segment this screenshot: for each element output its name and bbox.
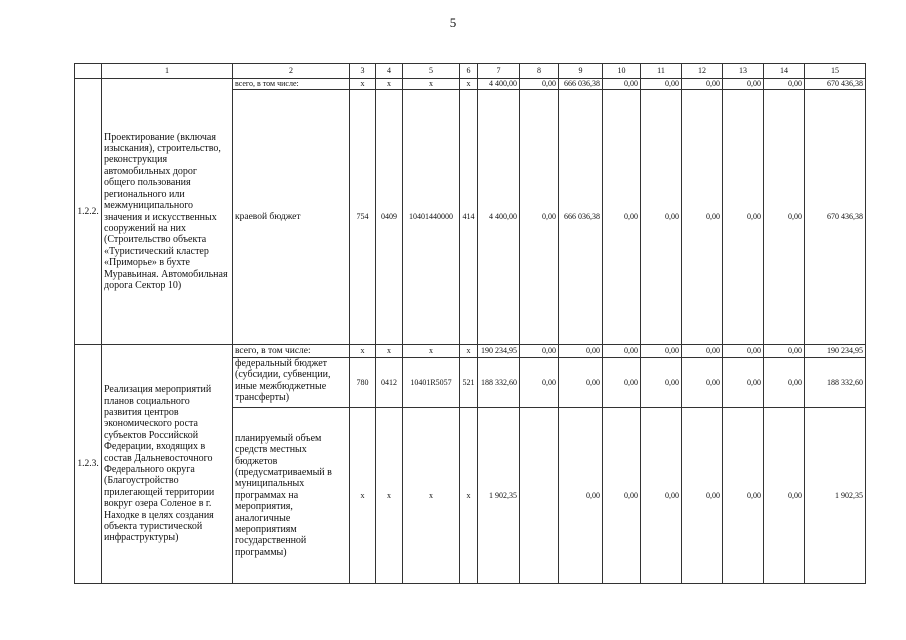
header-cell: 14 [764, 64, 805, 79]
cell: 0,00 [682, 79, 723, 90]
activity-name: Проектирование (включая изыскания), строительство, реконструкция автомобильных дорог общего пользования регионального или межмуниципального значения и искусственных сооружений на них (Строительство объекта «Туристический кластер «Приморье» в бухте Муравьиная. Автомобильная дорога Сектор 10) [102, 79, 233, 345]
cell: 0,00 [764, 358, 805, 408]
cell: x [376, 408, 403, 584]
header-cell: 2 [233, 64, 350, 79]
row-number: 1.2.2. [75, 79, 102, 345]
cell: 0,00 [641, 408, 682, 584]
cell: 0,00 [723, 90, 764, 345]
cell: 0,00 [603, 90, 641, 345]
header-cell: 9 [559, 64, 603, 79]
cell: x [460, 79, 478, 90]
cell: x [350, 79, 376, 90]
cell: 0,00 [520, 358, 559, 408]
cell: 0,00 [764, 90, 805, 345]
header-cell: 7 [478, 64, 520, 79]
cell: 0,00 [764, 408, 805, 584]
cell: 0412 [376, 358, 403, 408]
cell [520, 408, 559, 584]
cell: x [403, 79, 460, 90]
budget-table [74, 63, 866, 584]
header-cell: 12 [682, 64, 723, 79]
cell: 1 902,35 [805, 408, 866, 584]
cell: 0,00 [603, 345, 641, 358]
header-cell: 6 [460, 64, 478, 79]
funding-source-label: краевой бюджет [233, 90, 350, 345]
activity-name: Реализация мероприятий планов социального развития центров экономического роста субъектов Российской Федерации, входящих в состав Дальневосточного Федерального округа (Благоустройство прилегающей территории вокруг озера Соленое в г. Находке в целях создания объекта туристической инфраструктуры) [102, 345, 233, 584]
cell: 0,00 [603, 79, 641, 90]
cell: 0,00 [641, 90, 682, 345]
funding-source-label: всего, в том числе: [233, 345, 350, 358]
cell: x [403, 345, 460, 358]
cell: 190 234,95 [805, 345, 866, 358]
cell: 10401R5057 [403, 358, 460, 408]
header-cell: 3 [350, 64, 376, 79]
cell: x [376, 79, 403, 90]
cell: 0,00 [682, 358, 723, 408]
header-cell: 5 [403, 64, 460, 79]
cell: 0,00 [603, 358, 641, 408]
row-number: 1.2.3. [75, 345, 102, 584]
cell: 0,00 [559, 358, 603, 408]
cell: 780 [350, 358, 376, 408]
cell: 0,00 [723, 345, 764, 358]
header-cell: 4 [376, 64, 403, 79]
cell: x [350, 408, 376, 584]
cell: 0,00 [603, 408, 641, 584]
cell: 0,00 [559, 345, 603, 358]
cell: 4 400,00 [478, 90, 520, 345]
cell: x [350, 345, 376, 358]
cell: 0,00 [559, 408, 603, 584]
cell: x [376, 345, 403, 358]
cell: 0,00 [723, 79, 764, 90]
cell: 414 [460, 90, 478, 345]
cell: 188 332,60 [805, 358, 866, 408]
cell: x [403, 408, 460, 584]
header-cell-empty [75, 64, 102, 79]
page-number: 5 [449, 15, 457, 30]
cell: 670 436,38 [805, 79, 866, 90]
cell: 0,00 [520, 79, 559, 90]
cell: 188 332,60 [478, 358, 520, 408]
cell: 0,00 [723, 408, 764, 584]
cell: x [460, 408, 478, 584]
funding-source-label: планируемый объем средств местных бюджетов (предусматриваемый в муниципальных программах на мероприятия, аналогичные мероприятиям государственной программы) [233, 408, 350, 584]
cell: 0,00 [520, 90, 559, 345]
table-row [75, 345, 866, 358]
cell: 10401440000 [403, 90, 460, 345]
table-row [75, 79, 866, 90]
header-cell: 13 [723, 64, 764, 79]
cell: 754 [350, 90, 376, 345]
header-cell: 1 [102, 64, 233, 79]
cell: 0,00 [723, 358, 764, 408]
funding-source-label: всего, в том числе: [233, 79, 350, 90]
cell: 1 902,35 [478, 408, 520, 584]
cell: 0,00 [764, 345, 805, 358]
cell: 4 400,00 [478, 79, 520, 90]
header-cell: 11 [641, 64, 682, 79]
cell: 670 436,38 [805, 90, 866, 345]
cell: 190 234,95 [478, 345, 520, 358]
header-cell: 8 [520, 64, 559, 79]
cell: 0,00 [520, 345, 559, 358]
header-cell: 15 [805, 64, 866, 79]
cell: 0,00 [641, 345, 682, 358]
cell: x [460, 345, 478, 358]
cell: 666 036,38 [559, 90, 603, 345]
cell: 521 [460, 358, 478, 408]
cell: 0,00 [641, 358, 682, 408]
cell: 0409 [376, 90, 403, 345]
cell: 0,00 [682, 90, 723, 345]
header-row [75, 64, 866, 79]
cell: 0,00 [641, 79, 682, 90]
cell: 0,00 [682, 408, 723, 584]
funding-source-label: федеральный бюджет (субсидии, субвенции, иные межбюджетные трансферты) [233, 358, 350, 408]
cell: 666 036,38 [559, 79, 603, 90]
header-cell: 10 [603, 64, 641, 79]
cell: 0,00 [764, 79, 805, 90]
cell: 0,00 [682, 345, 723, 358]
